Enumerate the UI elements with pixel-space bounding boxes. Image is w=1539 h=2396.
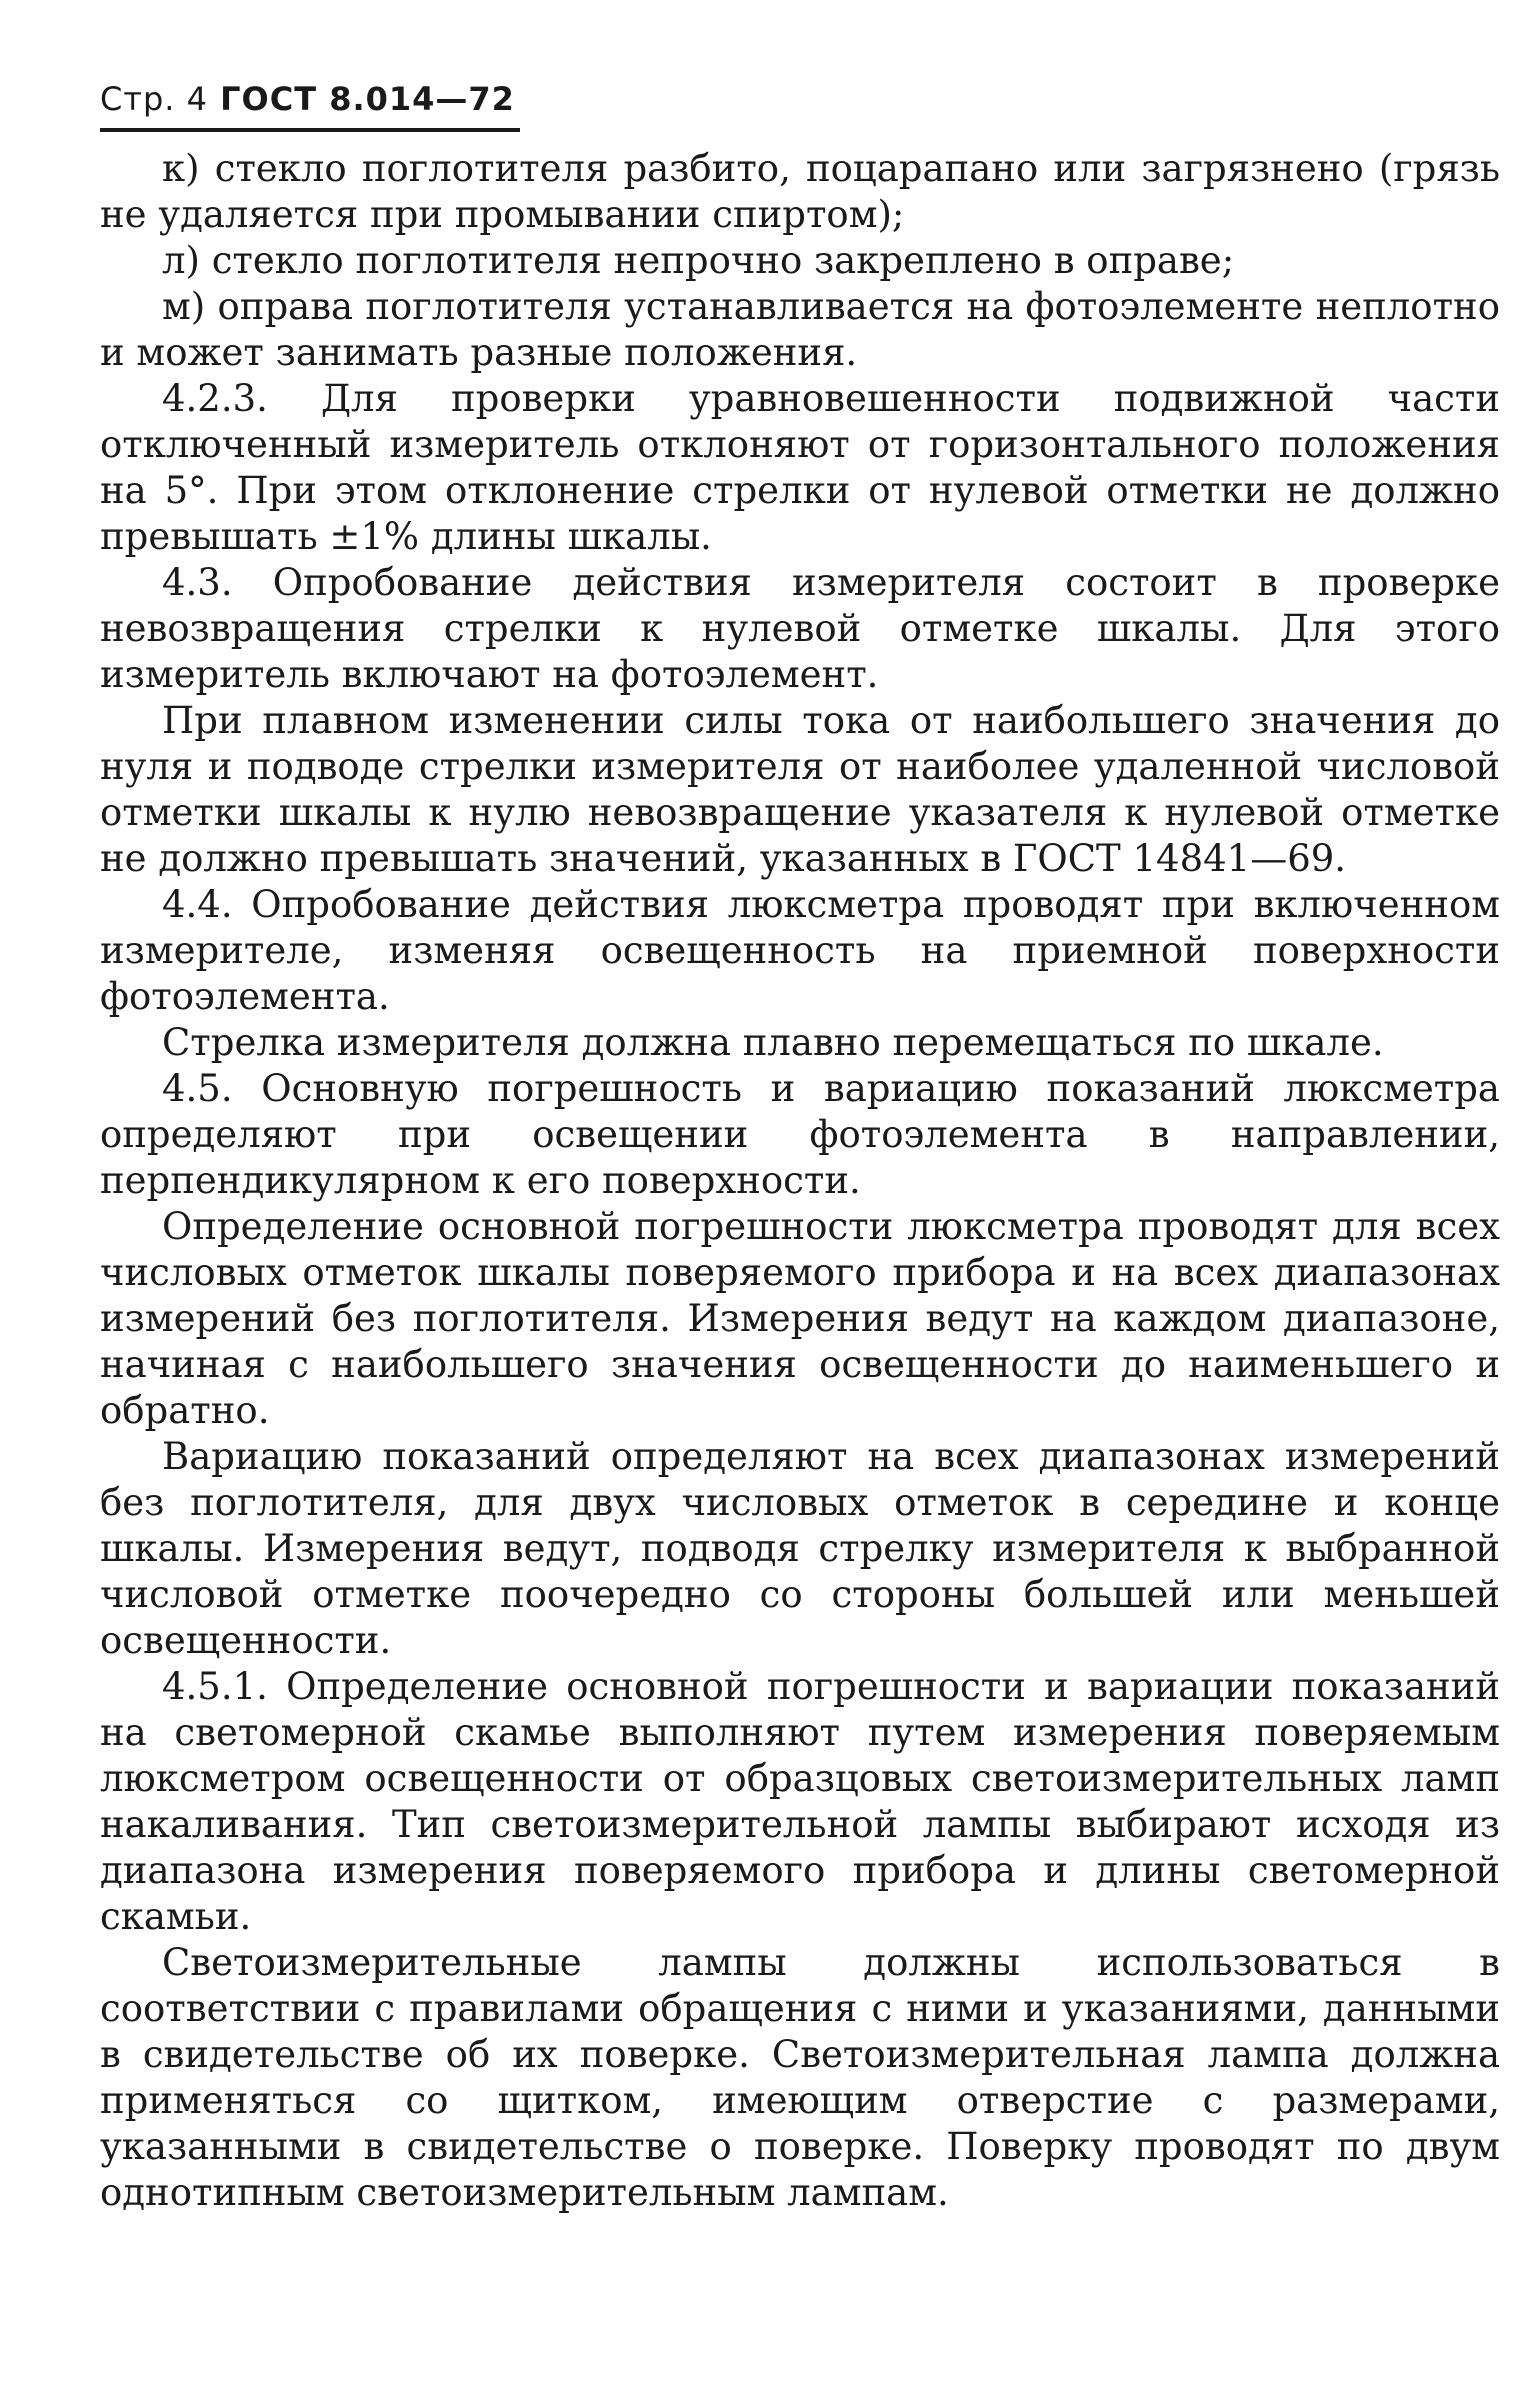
page-header — [100, 80, 520, 132]
section-4-5-paragraph-2: Вариацию показаний определяют на всех диапазонах измерений без поглотителя, для двух числовых отметок в середине и конце шкалы. Измерения ведут, подводя стрелку измерителя к выбранной числовой отметке поочередно со стороны большей или меньшей освещенности. — [100, 1435, 1500, 1662]
section-4-3: 4.3. Опробование действия измерителя состоит в проверке невозвращения стрелки к нулевой отметке шкалы. Для этого измеритель включают на фотоэлемент. — [100, 561, 1500, 696]
section-4-5-1: 4.5.1. Определение основной погрешности и вариации показаний на светомерной скамье выполняют путем измерения поверяемым люксметром освещенности от образцовых светоизмерительных ламп накаливания. Тип светоизмерительной лампы выбирают исходя из диапазона измерения поверяемого прибора и длины светомерной скамьи. — [100, 1665, 1500, 1938]
section-4-5: 4.5. Основную погрешность и вариацию показаний люксметра определяют при освещении фотоэлемента в направлении, перпендикулярном к его поверхности. — [100, 1067, 1500, 1202]
document-body — [100, 146, 1500, 2216]
page-number-label: Стр. 4 — [100, 80, 208, 118]
item-l: л) стекло поглотителя непрочно закреплено в оправе; — [162, 239, 1235, 282]
section-4-5-1-paragraph: Светоизмерительные лампы должны использоваться в соответствии с правилами обращения с ними и указаниями, данными в свидетельстве об их поверке. Светоизмерительная лампа должна применяться со щитком, имеющим отверстие с размерами, указанными в свидетельстве о поверке. Поверку проводят по двум однотипным светоизмерительным лампам. — [100, 1941, 1500, 2214]
section-4-4-paragraph: Стрелка измерителя должна плавно перемещаться по шкале. — [162, 1021, 1384, 1064]
document-page — [100, 80, 1500, 2216]
section-4-3-paragraph: При плавном изменении силы тока от наибольшего значения до нуля и подводе стрелки измерителя от наиболее удаленной числовой отметки шкалы к нулю невозвращение указателя к нулевой отметке не должно превышать значений, указанных в ГОСТ 14841—69. — [100, 699, 1500, 880]
standard-number: ГОСТ 8.014—72 — [220, 80, 515, 118]
item-m: м) оправа поглотителя устанавливается на фотоэлементе неплотно и может занимать разные положения. — [100, 285, 1500, 374]
item-k: к) стекло поглотителя разбито, поцарапано или загрязнено (грязь не удаляется при промывании спиртом); — [100, 147, 1500, 236]
section-4-2-3: 4.2.3. Для проверки уравновешенности подвижной части отключенный измеритель отклоняют от горизонтального положения на 5°. При этом отклонение стрелки от нулевой отметки не должно превышать ±1% длины шкалы. — [100, 377, 1500, 558]
section-4-4: 4.4. Опробование действия люксметра проводят при включенном измерителе, изменяя освещенность на приемной поверхности фотоэлемента. — [100, 883, 1500, 1018]
section-4-5-paragraph-1: Определение основной погрешности люксметра проводят для всех числовых отметок шкалы поверяемого прибора и на всех диапазонах измерений без поглотителя. Измерения ведут на каждом диапазоне, начиная с наибольшего значения освещенности до наименьшего и обратно. — [100, 1205, 1500, 1432]
